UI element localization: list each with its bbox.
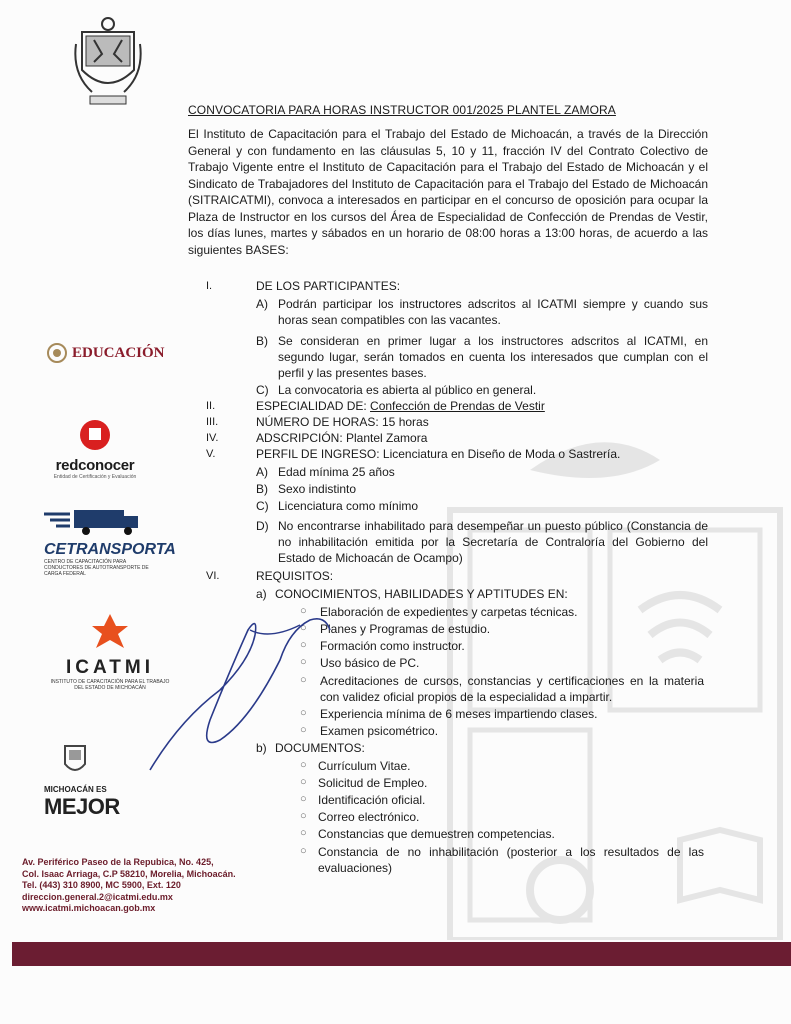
bullet-icon: ○ xyxy=(300,793,307,805)
section-number: V. xyxy=(206,448,216,460)
icatmi-text: ICATMI xyxy=(65,657,155,678)
intro-paragraph: El Instituto de Capacitación para el Trabajo del Estado de Michoacán, a través de la Dirección General y con fundamento en las cláusulas 5, 10 y 11, fracción IV del Contrato Colectivo de Trabajo Vigente entre el Instituto de Capacitación para el Trabajo del Estado de Michoacán y el Sindicato de Trabajadores del Instituto de Capacitación para el Trabajo del Estado de Michoacán (SITRAICATMI), convoca a interesados en participar en el concurso de oposición para ocupar la Plaza de Instructor en los cursos del Área de Especialidad de Confección de Prendas de Vestir, los días lunes, martes y sábados en un horario de 08:00 horas a 13:00 horas, de acuerdo a las siguientes BASES: xyxy=(188,127,708,257)
item-label: A) xyxy=(256,465,268,479)
educacion-logo xyxy=(46,342,165,364)
signature xyxy=(140,600,340,780)
redconocer-logo xyxy=(40,418,150,480)
item-label: b) xyxy=(256,741,267,755)
bullet-icon: ○ xyxy=(300,622,307,634)
section-number: IV. xyxy=(206,432,219,444)
item-text: Sexo indistinto xyxy=(278,482,357,496)
section-heading: REQUISITOS: xyxy=(256,569,334,583)
michoacan-seal-icon xyxy=(62,742,88,776)
website-link[interactable]: www.icatmi.michoacan.gob.mx xyxy=(22,903,156,913)
bullet-icon: ○ xyxy=(300,605,307,617)
item-text: Edad mínima 25 años xyxy=(278,465,395,479)
bullet-icon: ○ xyxy=(300,776,307,788)
footer-bar xyxy=(12,942,791,966)
educacion-text: EDUCACIÓN xyxy=(72,344,165,361)
item-heading: DOCUMENTOS: xyxy=(275,741,365,755)
list-item: Examen psicométrico. xyxy=(320,724,439,738)
address-line: Col. Isaac Arriaga, C.P 58210, Morelia, Michoacán. xyxy=(22,868,236,879)
item-label: a) xyxy=(256,587,267,601)
bullet-icon: ○ xyxy=(300,656,307,668)
list-item: Constancias que demuestren competencias. xyxy=(318,827,555,841)
specialty-label: ESPECIALIDAD DE: xyxy=(256,399,371,413)
section-number: III. xyxy=(206,416,219,428)
item-label: B) xyxy=(256,482,268,496)
cetransporta-subtitle: CENTRO DE CAPACITACIÓN PARA CONDUCTORES DE AUTOTRANSPORTE DE CARGA FEDERAL xyxy=(44,559,149,577)
item-label: B) xyxy=(256,334,268,348)
item-text: Podrán participar los instructores adscritos al ICATMI siempre y cuando sus horas sean compatibles con las vacantes. xyxy=(278,297,708,327)
bullet-icon: ○ xyxy=(300,759,307,771)
list-item: Experiencia mínima de 6 meses impartiendo clases. xyxy=(320,707,598,721)
bullet-icon: ○ xyxy=(300,845,307,857)
bullet-icon: ○ xyxy=(300,827,307,839)
item-text: No encontrarse inhabilitado para desempeñar un puesto público (Constancia de no inhabilitación emitida por la Secretaría de Contraloría del Gobierno del Estado de Michoacán de Ocampo) xyxy=(278,519,708,565)
list-item: Acreditaciones de cursos, constancias y certificaciones en la materia con validez oficial propios de la especialidad a impartir. xyxy=(320,674,704,704)
item-heading: CONOCIMIENTOS, HABILIDADES Y APTITUDES EN: xyxy=(275,587,568,601)
list-item: Planes y Programas de estudio. xyxy=(320,622,491,636)
redconocer-icon xyxy=(77,418,113,452)
section-heading: ADSCRIPCIÓN: Plantel Zamora xyxy=(256,431,428,445)
email-link[interactable]: direccion.general.2@icatmi.edu.mx xyxy=(22,891,173,902)
cetransporta-logo xyxy=(44,506,176,577)
state-seal-icon xyxy=(72,14,144,110)
list-item: Currículum Vitae. xyxy=(318,759,411,773)
item-text: Se consideran en primer lugar a los instructores adscritos al ICATMI, en segundo lugar, serán tomados en cuenta los interesados que cumplan con el perfil y las presentes bases. xyxy=(278,334,708,380)
list-item: Constancia de no inhabilitación (posterior a los resultados de las evaluaciones) xyxy=(318,845,704,875)
bullet-icon: ○ xyxy=(300,639,307,651)
list-item: Identificación oficial. xyxy=(318,793,426,807)
michoacan-es-text: MICHOACÁN ES xyxy=(44,785,107,794)
bullet-icon: ○ xyxy=(300,674,307,686)
item-label: C) xyxy=(256,499,269,513)
mejor-text: MEJOR xyxy=(44,794,120,819)
section-heading: DE LOS PARTICIPANTES: xyxy=(256,279,401,293)
redconocer-subtitle: Entidad de Certificación y Evaluación xyxy=(53,474,137,480)
cetransporta-text: CETRANSPORTA xyxy=(44,541,176,558)
item-label: A) xyxy=(256,297,268,311)
document-title: CONVOCATORIA PARA HORAS INSTRUCTOR 001/2025 PLANTEL ZAMORA xyxy=(188,103,616,117)
section-heading xyxy=(256,398,545,414)
address-line: Tel. (443) 310 8900, MC 5900, Ext. 120 xyxy=(22,880,181,890)
section-number: VI. xyxy=(206,570,220,582)
list-item: Elaboración de expedientes y carpetas técnicas. xyxy=(320,605,578,619)
section-heading: PERFIL DE INGRESO: Licenciatura en Diseño de Moda o Sastrería. xyxy=(256,447,621,461)
item-text: La convocatoria es abierta al público en general. xyxy=(278,383,537,397)
icatmi-subtitle: INSTITUTO DE CAPACITACIÓN PARA EL TRABAJO DEL ESTADO DE MICHOACÁN xyxy=(50,679,170,691)
bullet-icon: ○ xyxy=(300,810,307,822)
list-item: Correo electrónico. xyxy=(318,810,420,824)
item-label: D) xyxy=(256,519,269,533)
list-item: Formación como instructor. xyxy=(320,639,465,653)
specialty-value: Confección de Prendas de Vestir xyxy=(370,399,545,413)
item-text: Licenciatura como mínimo xyxy=(278,499,419,513)
redconocer-text: redconocer xyxy=(55,457,135,474)
section-heading: NÚMERO DE HORAS: 15 horas xyxy=(256,415,429,429)
section-number: I. xyxy=(206,280,213,292)
truck-icon xyxy=(44,506,144,536)
list-item: Solicitud de Empleo. xyxy=(318,776,428,790)
eagle-seal-icon xyxy=(46,342,68,364)
bullet-icon: ○ xyxy=(300,724,307,736)
list-item: Uso básico de PC. xyxy=(320,656,420,670)
icatmi-emblem-icon xyxy=(90,612,130,652)
bullet-icon: ○ xyxy=(300,707,307,719)
address-line: Av. Periférico Paseo de la Repubica, No. 425, xyxy=(22,857,214,867)
item-label: C) xyxy=(256,383,269,397)
address-block xyxy=(22,857,236,915)
section-number: II. xyxy=(206,400,216,412)
